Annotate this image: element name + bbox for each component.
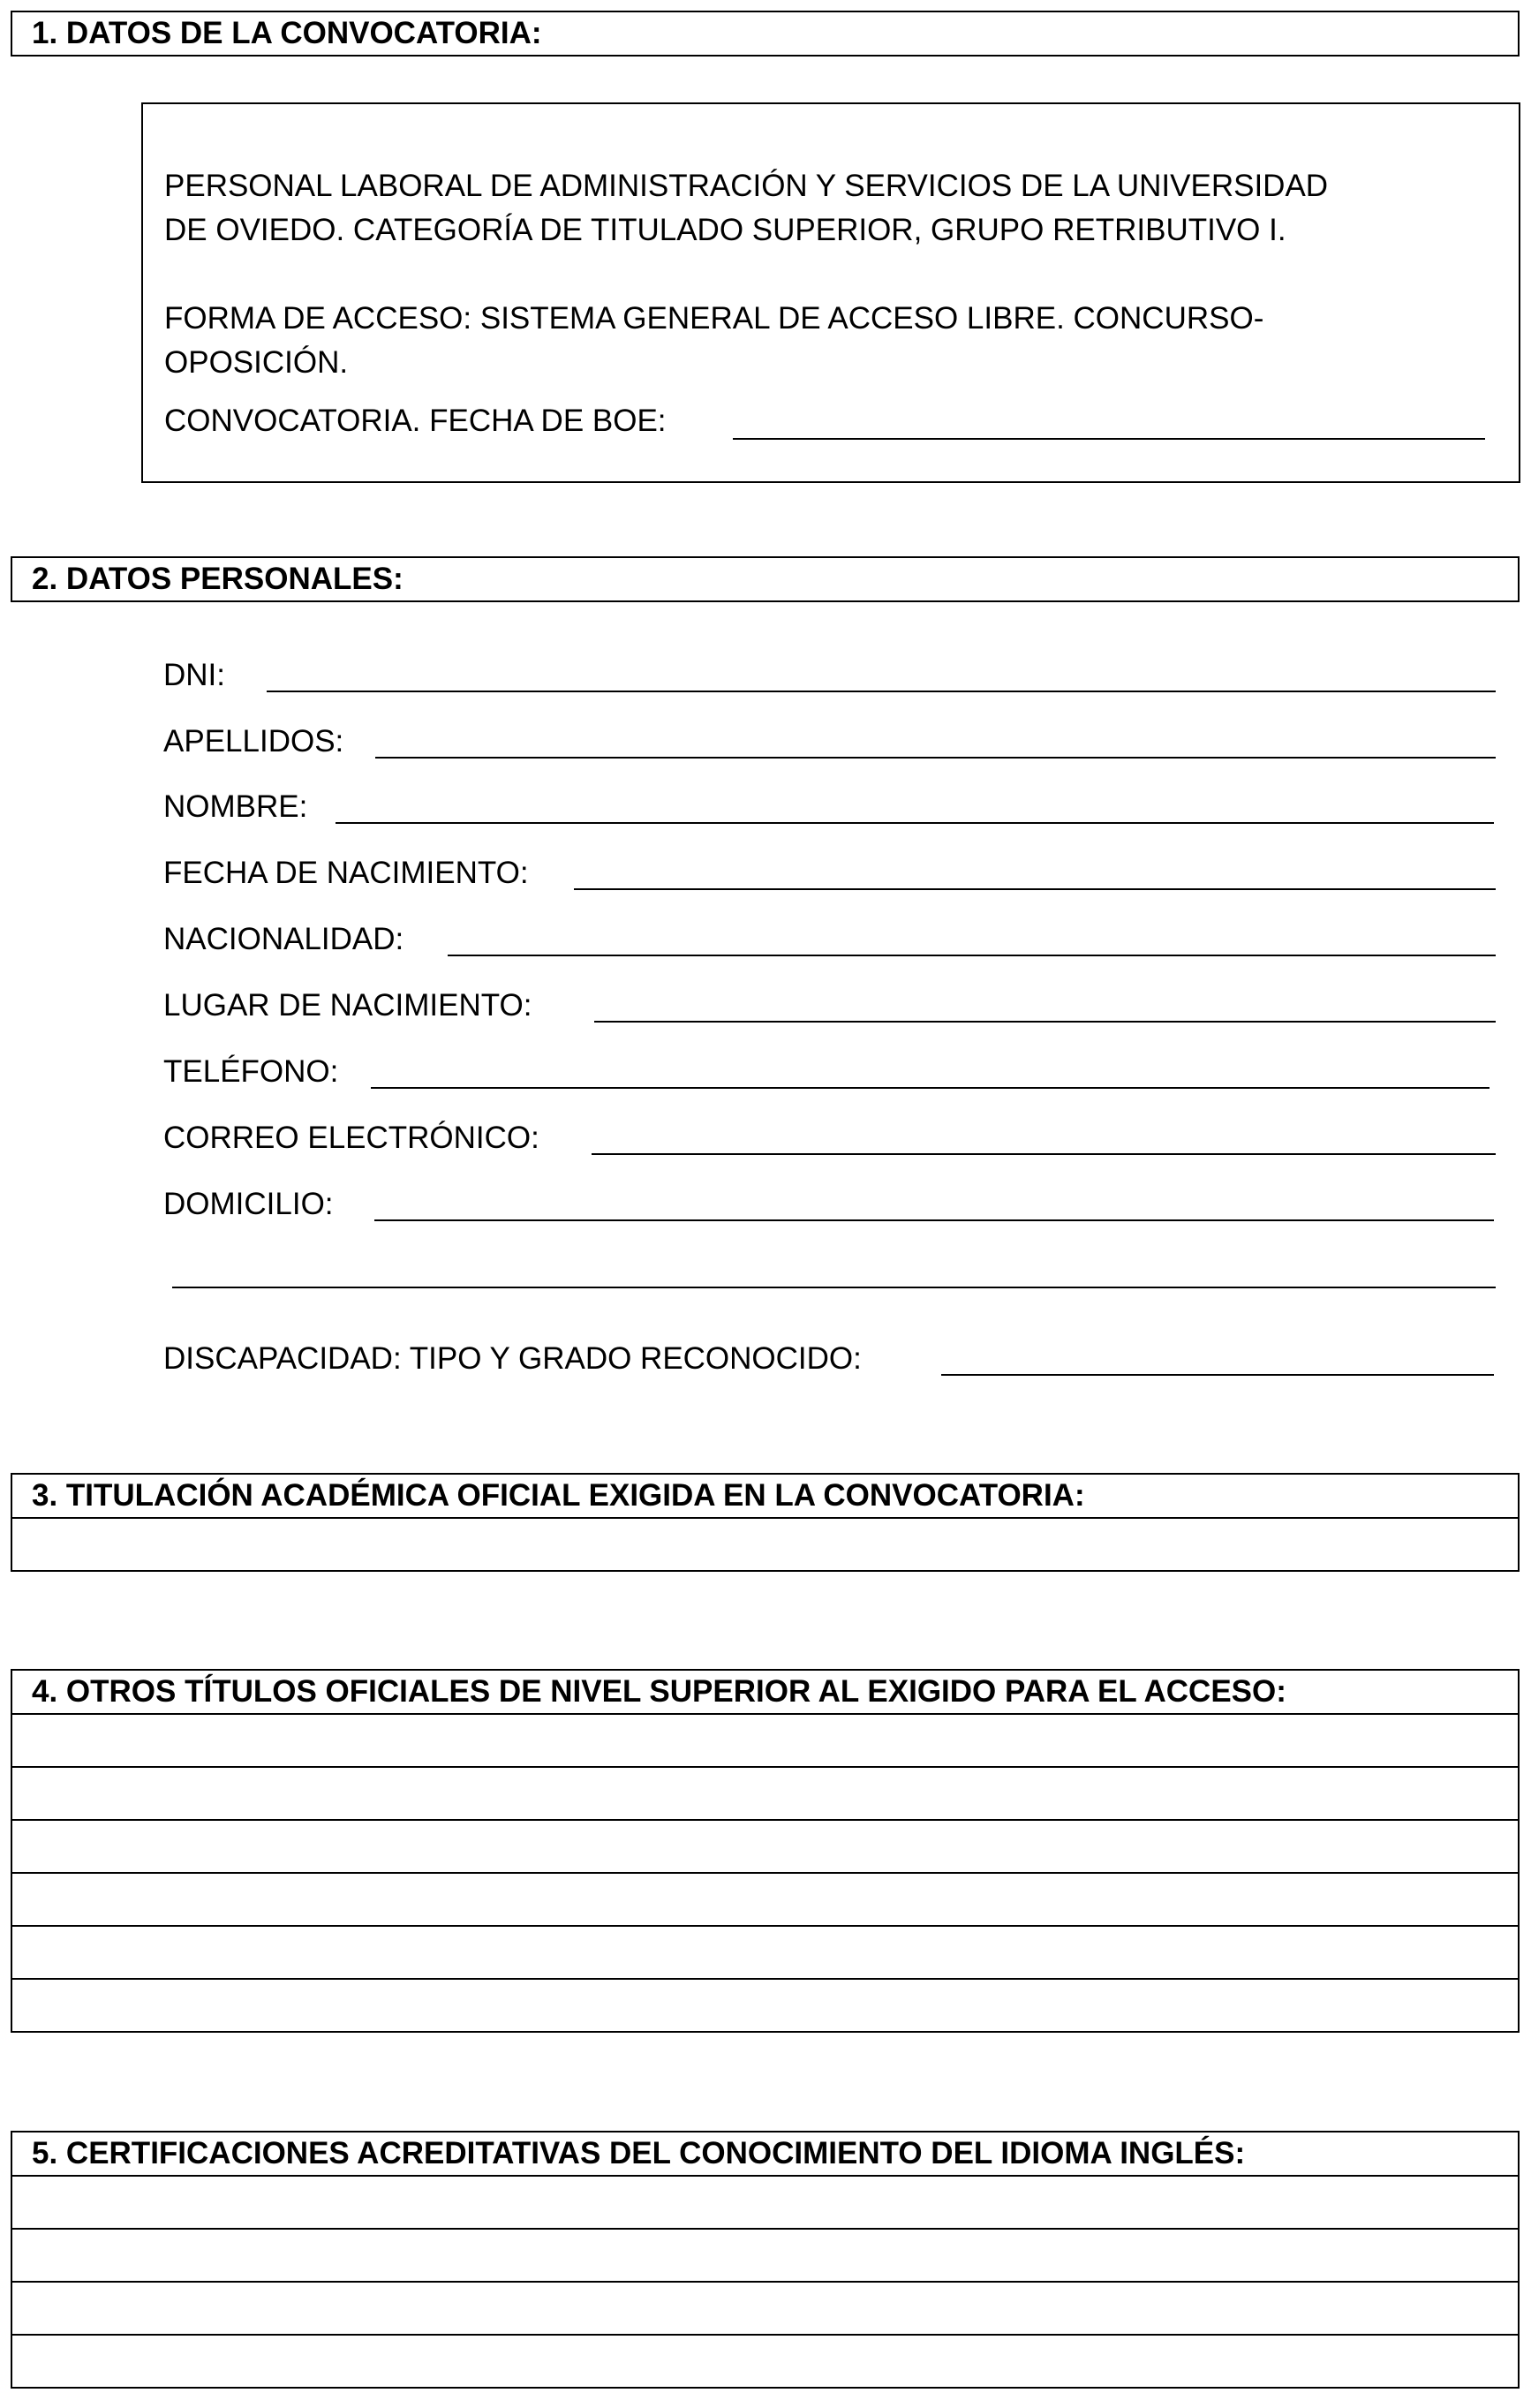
section3-title: 3. TITULACIÓN ACADÉMICA OFICIAL EXIGIDA EN LA CONVOCATORIA:	[11, 1473, 1520, 1519]
apellidos-field[interactable]	[375, 757, 1496, 759]
table-row[interactable]	[12, 1819, 1518, 1872]
lugar-nacimiento-label: LUGAR DE NACIMIENTO:	[163, 988, 532, 1023]
section2-title: 2. DATOS PERSONALES:	[11, 556, 1520, 602]
nacionalidad-field[interactable]	[448, 955, 1496, 956]
discapacidad-field[interactable]	[941, 1374, 1494, 1376]
domicilio-field-line-2[interactable]	[172, 1287, 1496, 1288]
nombre-field[interactable]	[336, 822, 1494, 824]
boe-label: CONVOCATORIA. FECHA DE BOE:	[164, 404, 667, 438]
correo-label: CORREO ELECTRÓNICO:	[163, 1121, 539, 1155]
section5-title: 5. CERTIFICACIONES ACREDITATIVAS DEL CONOCIMIENTO DEL IDIOMA INGLÉS:	[11, 2131, 1520, 2177]
apellidos-label: APELLIDOS:	[163, 724, 344, 759]
telefono-label: TELÉFONO:	[163, 1054, 339, 1089]
table-row[interactable]	[12, 1978, 1518, 2031]
convocatoria-line-1: PERSONAL LABORAL DE ADMINISTRACIÓN Y SERVICIOS DE LA UNIVERSIDAD	[164, 169, 1329, 203]
convocatoria-box	[141, 102, 1520, 483]
section1-title: 1. DATOS DE LA CONVOCATORIA:	[11, 11, 1520, 57]
section4-title: 4. OTROS TÍTULOS OFICIALES DE NIVEL SUPERIOR AL EXIGIDO PARA EL ACCESO:	[11, 1669, 1520, 1715]
table-row[interactable]	[12, 1925, 1518, 1978]
boe-date-field[interactable]	[733, 438, 1485, 440]
otros-titulos-table	[11, 1713, 1520, 2033]
domicilio-label: DOMICILIO:	[163, 1187, 334, 1221]
table-row[interactable]	[12, 1872, 1518, 1925]
certificaciones-table	[11, 2175, 1520, 2389]
telefono-field[interactable]	[371, 1087, 1490, 1089]
titulacion-table	[11, 1517, 1520, 1572]
table-row[interactable]	[12, 2228, 1518, 2281]
convocatoria-line-2: DE OVIEDO. CATEGORÍA DE TITULADO SUPERIOR, GRUPO RETRIBUTIVO I.	[164, 213, 1286, 247]
domicilio-field[interactable]	[374, 1219, 1494, 1221]
lugar-nacimiento-field[interactable]	[594, 1021, 1496, 1023]
table-row[interactable]	[12, 1517, 1518, 1570]
fecha-nacimiento-label: FECHA DE NACIMIENTO:	[163, 856, 529, 890]
correo-field[interactable]	[592, 1153, 1496, 1155]
nombre-label: NOMBRE:	[163, 789, 308, 824]
table-row[interactable]	[12, 1713, 1518, 1766]
table-row[interactable]	[12, 2175, 1518, 2228]
nacionalidad-label: NACIONALIDAD:	[163, 922, 404, 956]
table-row[interactable]	[12, 2281, 1518, 2334]
table-row[interactable]	[12, 1766, 1518, 1819]
dni-label: DNI:	[163, 658, 225, 692]
discapacidad-label: DISCAPACIDAD: TIPO Y GRADO RECONOCIDO:	[163, 1341, 862, 1376]
table-row[interactable]	[12, 2334, 1518, 2387]
fecha-nacimiento-field[interactable]	[574, 888, 1496, 890]
acceso-line-1: FORMA DE ACCESO: SISTEMA GENERAL DE ACCESO LIBRE. CONCURSO-	[164, 301, 1264, 336]
acceso-line-2: OPOSICIÓN.	[164, 345, 349, 380]
dni-field[interactable]	[267, 691, 1496, 692]
